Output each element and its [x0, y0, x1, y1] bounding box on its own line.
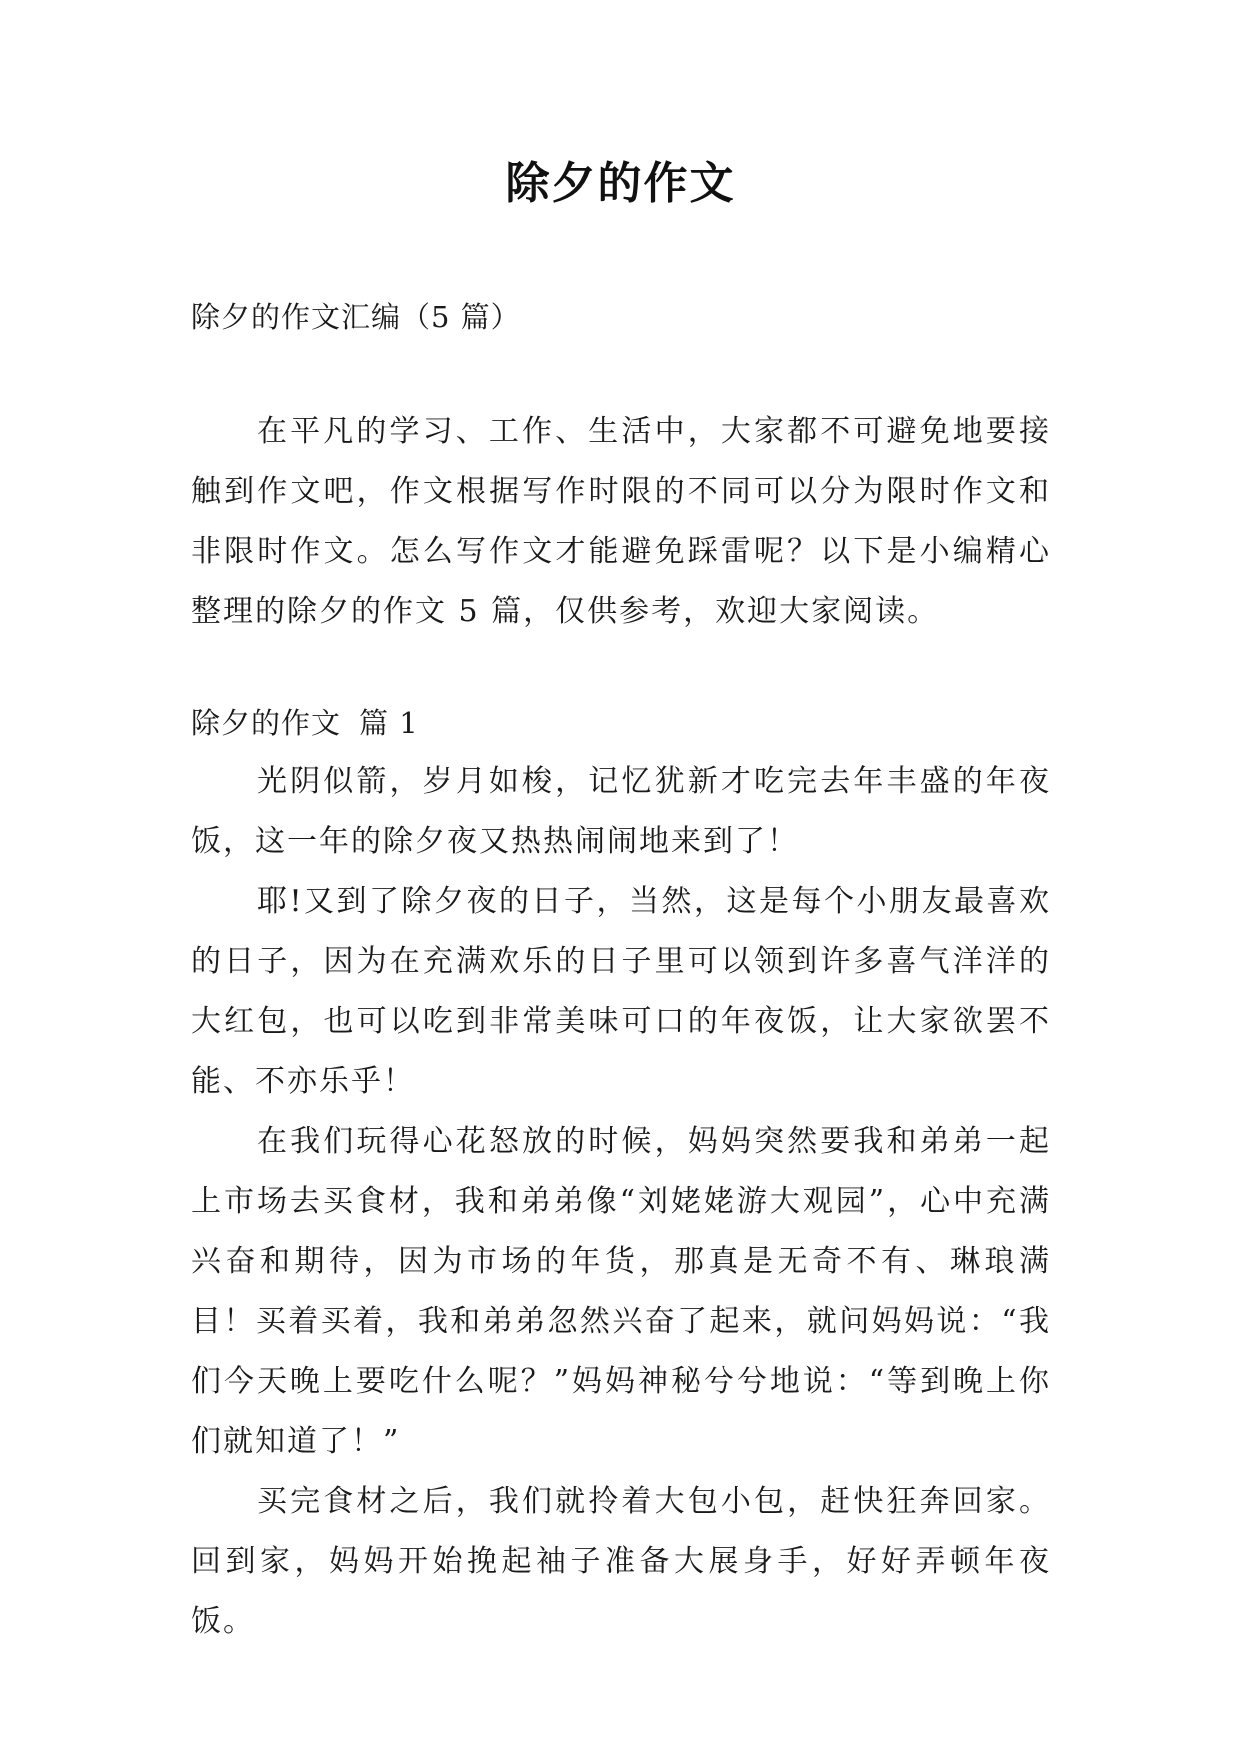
section-heading-number: 篇 1 — [359, 706, 419, 740]
intro-paragraph: 在平凡的学习、工作、生活中，大家都不可避免地要接触到作文吧，作文根据写作时限的不同可以分为限时作文和非限时作文。怎么写作文才能避免踩雷呢？以下是小编精心整理的除夕的作文 5 篇，仅供参考，欢迎大家阅读。 — [191, 414, 1051, 629]
body-paragraph: 光阴似箭，岁月如梭，记忆犹新才吃完去年丰盛的年夜饭，这一年的除夕夜又热热闹闹地来到了！ — [191, 764, 1051, 859]
section-heading-title: 除夕的作文 — [191, 706, 342, 740]
document-body — [191, 288, 1051, 1652]
body-paragraph: 买完食材之后，我们就拎着大包小包，赶快狂奔回家。回到家，妈妈开始挽起袖子准备大展身手，好好弄顿年夜饭。 — [191, 1484, 1051, 1639]
document-title: 除夕的作文 — [505, 158, 736, 209]
section-heading — [191, 694, 1051, 752]
document-subtitle: 除夕的作文汇编（5 篇） — [191, 300, 521, 334]
body-paragraph: 在我们玩得心花怒放的时候，妈妈突然要我和弟弟一起上市场去买食材，我和弟弟像“刘姥姥游大观园”，心中充满兴奋和期待，因为市场的年货，那真是无奇不有、琳琅满目！买着买着，我和弟弟忽然兴奋了起来，就问妈妈说：“我们今天晚上要吃什么呢？”妈妈神秘兮兮地说：“等到晚上你们就知道了！” — [191, 1124, 1051, 1459]
body-paragraph: 耶!又到了除夕夜的日子，当然，这是每个小朋友最喜欢的日子，因为在充满欢乐的日子里可以领到许多喜气洋洋的大红包，也可以吃到非常美味可口的年夜饭，让大家欲罢不能、不亦乐乎！ — [191, 884, 1051, 1099]
